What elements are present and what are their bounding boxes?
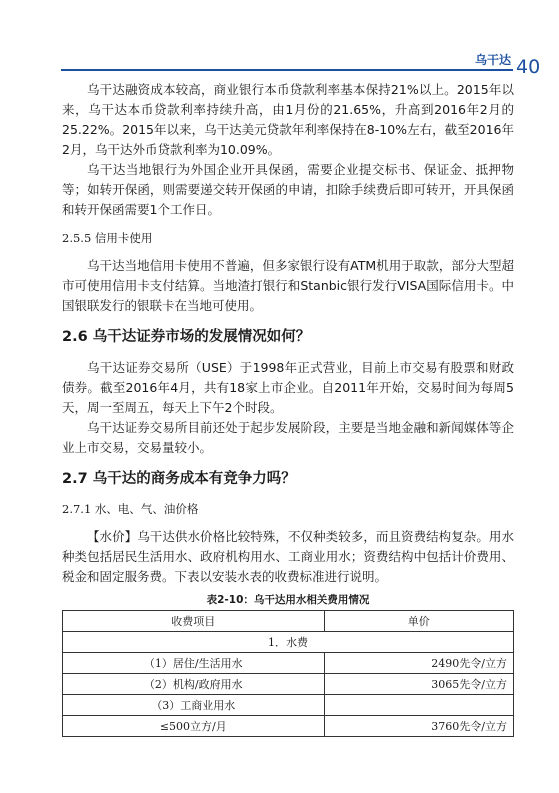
table-row <box>63 674 514 695</box>
section-water-fee: 1．水费 <box>63 632 514 653</box>
subsection-title-credit-card: 2.5.5 信用卡使用 <box>62 231 153 245</box>
table-header-row <box>63 611 514 632</box>
table-caption: 表2-10：乌干达用水相关费用情况 <box>206 594 370 606</box>
row-item: （2）机构/政府用水 <box>63 674 325 695</box>
table-row <box>63 716 514 737</box>
paragraph-loan-rates: 乌干达融资成本较高，商业银行本币贷款利率基本保持21%以上。2015年以来，乌干达本币贷款利率持续升高，由1月份的21.65%，升高到2016年2月的25.22%。2015年以来，乌干达美元贷款年利率保持在8-10%左右，截至2016年2月，乌干达外币贷款利率为10.09%。 <box>62 82 514 157</box>
row-price: 3065先令/立方 <box>324 674 513 695</box>
page-number: 40 <box>516 56 541 78</box>
paragraph-credit-card: 乌干达当地信用卡使用不普遍，但多家银行设有ATM机用于取款，部分大型超市可使用信用卡支付结算。当地渣打银行和Stanbic银行发行VISA国际信用卡。中国银联发行的银联卡在当地可使用。 <box>62 258 514 313</box>
paragraph-guarantee: 乌干达当地银行为外国企业开具保函，需要企业提交标书、保证金、抵押物等；如转开保函，则需要递交转开保函的申请，扣除手续费后即可转开，开具保函和转开保函需要1个工作日。 <box>62 162 514 217</box>
subsection-title-utilities: 2.7.1 水、电、气、油价格 <box>62 502 199 516</box>
header-fee-item: 收费项目 <box>63 611 325 632</box>
row-item: ≤500立方/月 <box>63 716 325 737</box>
water-fee-table <box>62 610 514 737</box>
paragraph-use-stage: 乌干达证券交易所目前还处于起步发展阶段，主要是当地金融和新闻媒体等企业上市交易，交易量较小。 <box>62 420 514 455</box>
row-item: （1）居住/生活用水 <box>63 653 325 674</box>
header-unit-price: 单价 <box>324 611 513 632</box>
table-row <box>63 653 514 674</box>
section-title-business-cost: 2.7 乌干达的商务成本有竞争力吗？ <box>62 471 296 487</box>
row-price: 2490先令/立方 <box>324 653 513 674</box>
table-section-row <box>63 632 514 653</box>
row-item: （3）工商业用水 <box>63 695 325 716</box>
paragraph-water-price: 【水价】乌干达供水价格比较特殊，不仅种类较多，而且资费结构复杂。用水种类包括居民生活用水、政府机构用水、工商业用水；资费结构中包括计价费用、税金和固定服务费。下表以安装水表的收费标准进行说明。 <box>62 529 514 584</box>
page-content <box>62 80 514 737</box>
row-price <box>324 695 513 716</box>
header-country: 乌干达 <box>475 53 512 67</box>
header-rule <box>61 69 513 71</box>
section-title-securities: 2.6 乌干达证券市场的发展情况如何？ <box>62 329 311 345</box>
table-row <box>63 695 514 716</box>
row-price: 3760先令/立方 <box>324 716 513 737</box>
paragraph-use-exchange: 乌干达证券交易所（USE）于1998年正式营业，目前上市交易有股票和财政债券。截至2016年4月，共有18家上市企业。自2011年开始，交易时间为每周5天，周一至周五，每天上下午2个时段。 <box>62 360 514 415</box>
